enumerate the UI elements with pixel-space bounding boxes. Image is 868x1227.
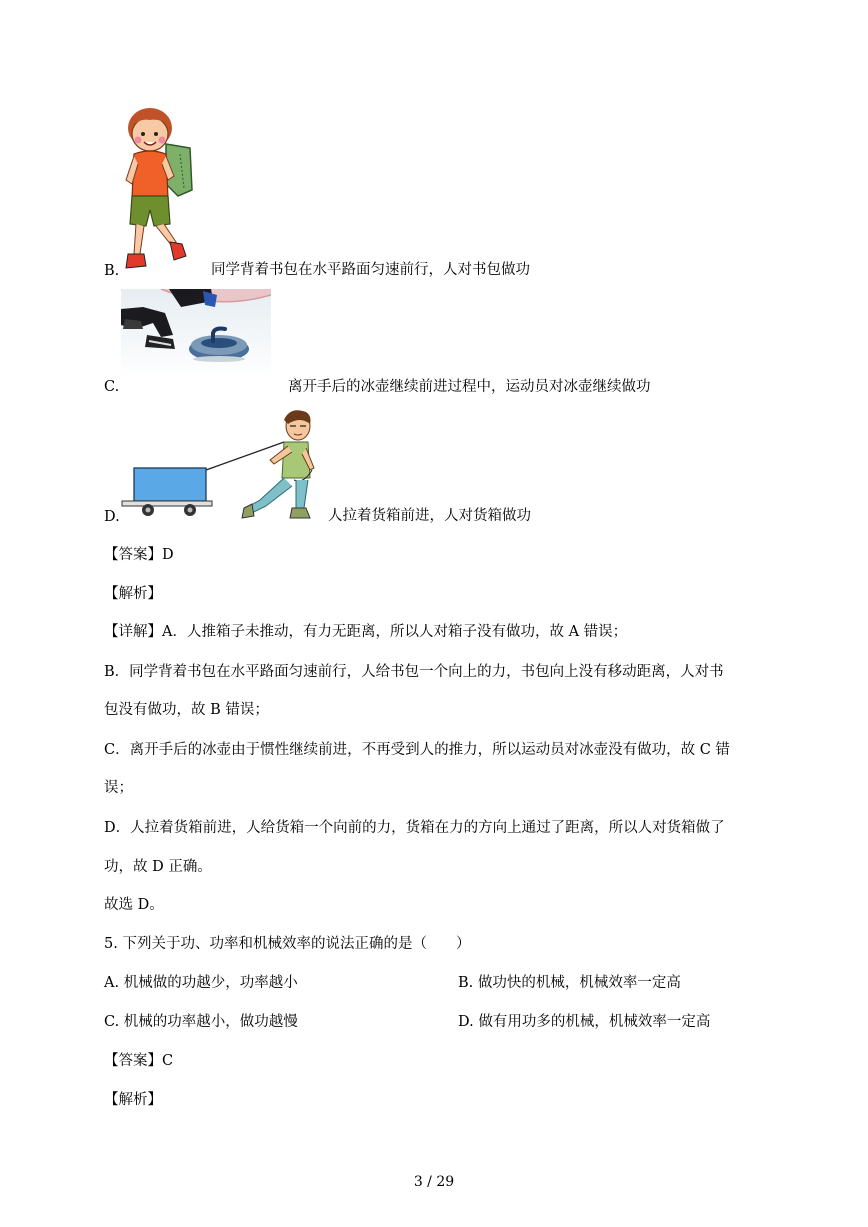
boy-with-backpack-illustration	[120, 104, 200, 276]
q4-detail-line: 【详解】A．人推箱子未推动，有力无距离，所以人对箱子没有做功，故 A 错误；	[104, 624, 628, 640]
option-b-text: 同学背着书包在水平路面匀速前行，人对书包做功	[211, 262, 530, 278]
q4-analysis-heading: 【解析】	[104, 586, 162, 602]
q4-conclusion: 故选 D。	[104, 897, 164, 913]
q5-option-b: B. 做功快的机械，机械效率一定高	[458, 975, 681, 991]
q4-detail-line: 误；	[104, 780, 133, 796]
q4-detail-line: D．人拉着货箱前进，人给货箱一个向前的力，货箱在力的方向上通过了距离，所以人对货箱做了	[104, 820, 725, 836]
q5-analysis-heading: 【解析】	[104, 1092, 162, 1108]
option-b-letter: B.	[104, 263, 120, 279]
q4-detail-line: 功，故 D 正确。	[104, 859, 212, 875]
curling-stone-photo	[121, 289, 271, 379]
person-pulling-cart-illustration	[120, 404, 320, 526]
q5-option-c: C. 机械的功率越小，做功越慢	[104, 1014, 298, 1030]
option-c-letter: C.	[104, 379, 120, 395]
q4-detail-line: C．离开手后的冰壶由于惯性继续前进，不再受到人的推力，所以运动员对冰壶没有做功，故 C 错	[104, 742, 730, 758]
option-d-text: 人拉着货箱前进，人对货箱做功	[328, 508, 531, 524]
q4-answer: 【答案】D	[104, 547, 174, 563]
q4-detail-line: B．同学背着书包在水平路面匀速前行，人给书包一个向上的力，书包向上没有移动距离，人对书	[104, 664, 724, 680]
q5-stem: 5. 下列关于功、功率和机械效率的说法正确的是（ ）	[104, 936, 471, 952]
q5-answer: 【答案】C	[104, 1053, 174, 1069]
q4-detail-line: 包没有做功，故 B 错误；	[104, 702, 269, 718]
q5-option-a: A. 机械做的功越少，功率越小	[104, 975, 298, 991]
option-d-letter: D.	[104, 509, 120, 525]
option-c-text: 离开手后的冰壶继续前进过程中，运动员对冰壶继续做功	[288, 379, 651, 395]
page-number: 3 / 29	[413, 1174, 455, 1190]
q5-option-d: D. 做有用功多的机械，机械效率一定高	[458, 1014, 711, 1030]
